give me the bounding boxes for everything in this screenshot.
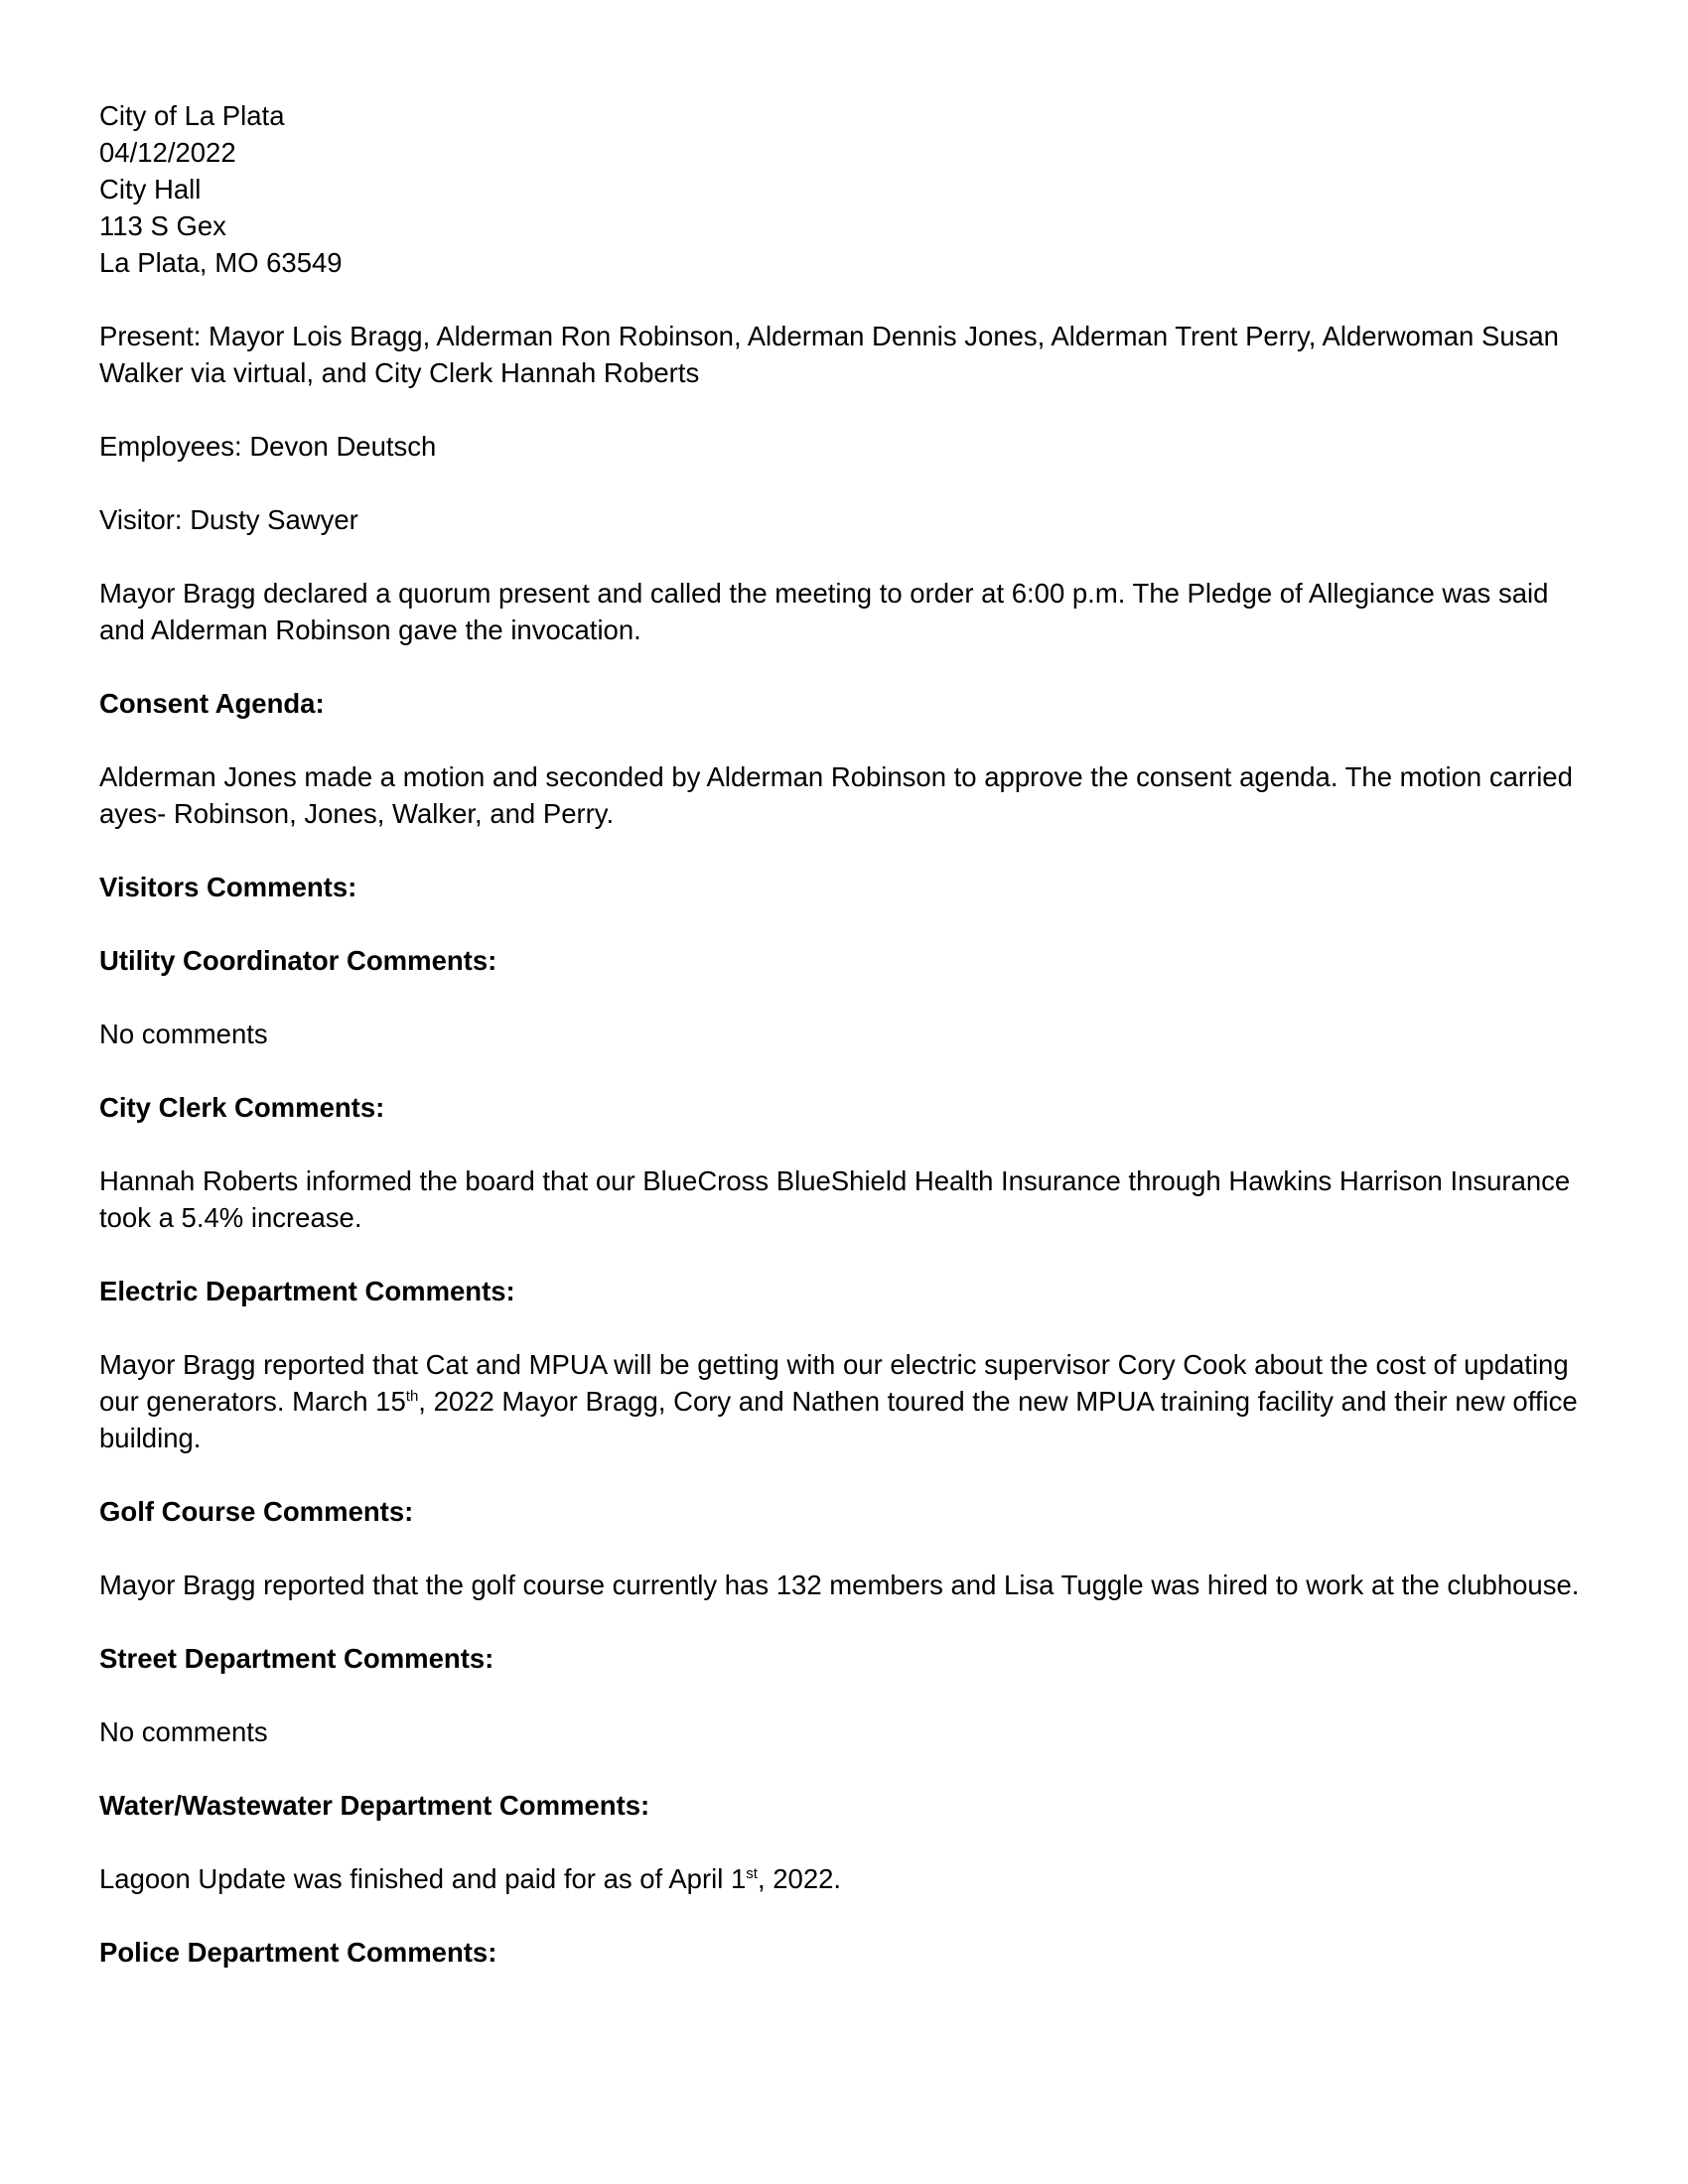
consent-agenda-heading: Consent Agenda: <box>99 688 325 719</box>
utility-coordinator-text: No comments <box>99 1019 268 1049</box>
city-clerk-text: Hannah Roberts informed the board that our BlueCross BlueShield Health Insurance through Hawkins Harrison Insurance took a 5.4% increase. <box>99 1165 1571 1233</box>
electric-text-sup: th <box>405 1387 419 1405</box>
electric-text-before: Mayor Bragg reported that Cat and MPUA will be getting with our electric supervisor Cory Cook about the cost of updating our generators. March 15 <box>99 1349 1569 1417</box>
utility-coordinator-heading: Utility Coordinator Comments: <box>99 945 497 976</box>
opening-paragraph: Mayor Bragg declared a quorum present and called the meeting to order at 6:00 p.m. The Pledge of Allegiance was said and Alderman Robinson gave the invocation. <box>99 578 1549 645</box>
minutes-page <box>99 97 1589 1971</box>
present-paragraph: Present: Mayor Lois Bragg, Alderman Ron Robinson, Alderman Dennis Jones, Alderman Trent Perry, Alderwoman Susan Walker via virtual, and City Clerk Hannah Roberts <box>99 321 1559 388</box>
header-venue: City Hall <box>99 174 202 205</box>
street-text: No comments <box>99 1716 268 1747</box>
header-street: 113 S Gex <box>99 210 226 241</box>
water-text <box>99 1860 1589 1897</box>
water-text-sup: st <box>746 1864 758 1882</box>
consent-agenda-text: Alderman Jones made a motion and seconded by Alderman Robinson to approve the consent agenda. The motion carried ayes- Robinson, Jones, Walker, and Perry. <box>99 761 1573 829</box>
electric-text-after: , 2022 Mayor Bragg, Cory and Nathen toured the new MPUA training facility and their new office building. <box>99 1386 1578 1453</box>
water-text-before: Lagoon Update was finished and paid for as of April 1 <box>99 1863 747 1894</box>
water-heading: Water/Wastewater Department Comments: <box>99 1790 650 1821</box>
header-city-state-zip: La Plata, MO 63549 <box>99 247 343 278</box>
header-city: City of La Plata <box>99 100 285 131</box>
electric-heading: Electric Department Comments: <box>99 1276 515 1306</box>
visitor-line: Visitor: Dusty Sawyer <box>99 504 358 535</box>
electric-text <box>99 1346 1589 1456</box>
golf-course-text: Mayor Bragg reported that the golf course currently has 132 members and Lisa Tuggle was hired to work at the clubhouse. <box>99 1570 1580 1600</box>
city-clerk-heading: City Clerk Comments: <box>99 1092 385 1123</box>
water-text-after: , 2022. <box>757 1863 842 1894</box>
employees-line: Employees: Devon Deutsch <box>99 431 437 462</box>
street-heading: Street Department Comments: <box>99 1643 494 1674</box>
police-heading: Police Department Comments: <box>99 1937 497 1968</box>
visitors-comments-heading: Visitors Comments: <box>99 872 357 902</box>
golf-course-heading: Golf Course Comments: <box>99 1496 414 1527</box>
header-date: 04/12/2022 <box>99 137 236 168</box>
